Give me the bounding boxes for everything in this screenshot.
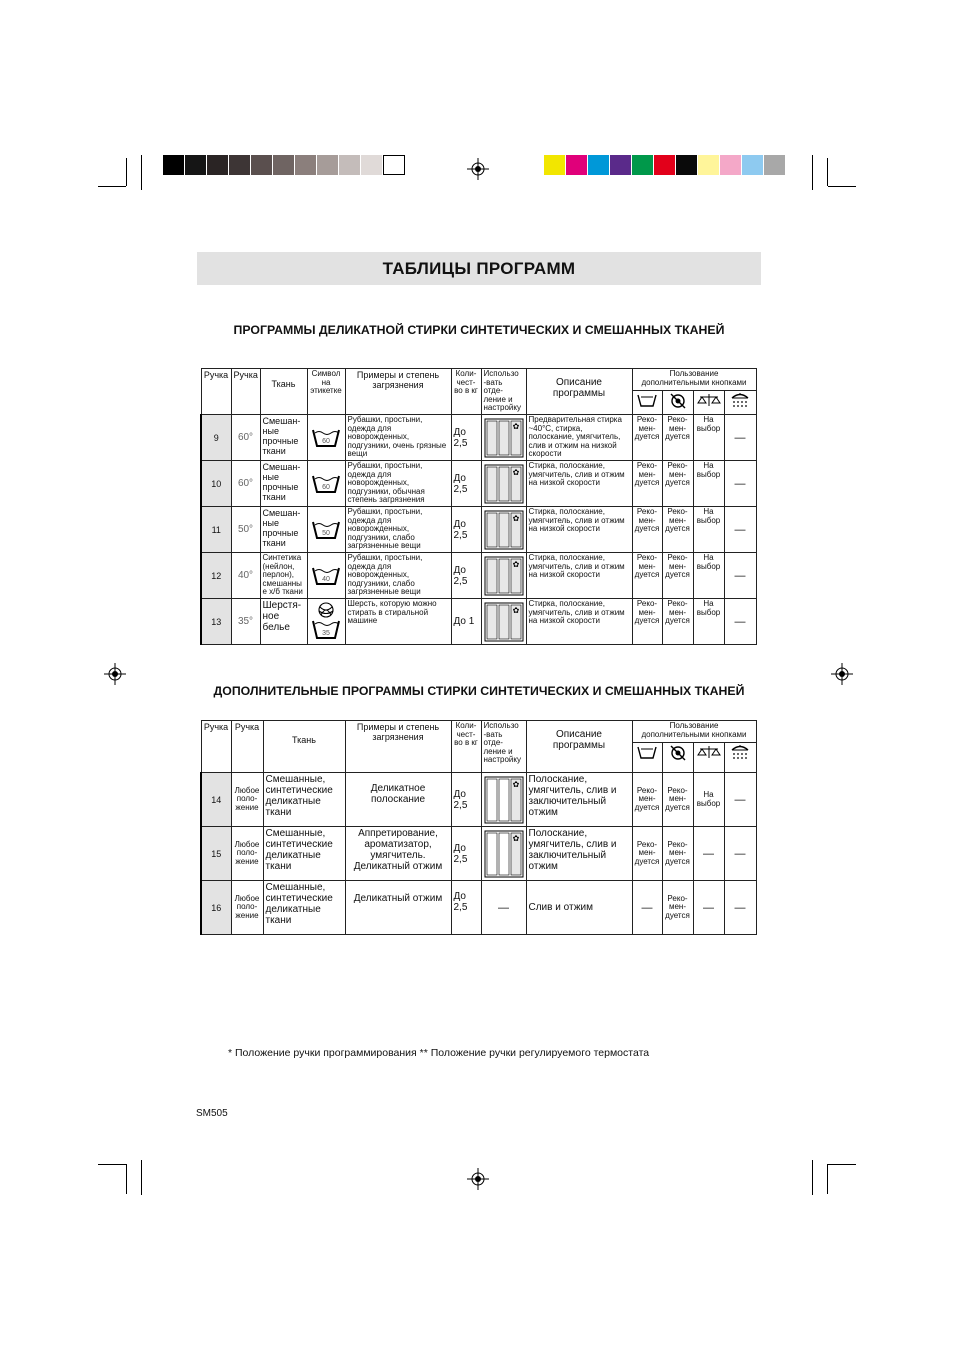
quantity: До 2,5 xyxy=(451,553,481,599)
fabric: Смешан- ные прочные ткани xyxy=(260,461,307,507)
fabric: Смешанные, синтетические деликатные ткани xyxy=(263,827,345,881)
header-extra-buttons: Пользование дополнительными кнопками xyxy=(632,369,756,391)
quantity: До 2,5 xyxy=(451,827,481,881)
footnote: * Положение ручки программирования ** Положение ручки регулируемого термостата xyxy=(228,1047,650,1059)
registration-mark-icon xyxy=(831,663,853,685)
page-title: ТАБЛИЦЫ ПРОГРАММ xyxy=(382,259,576,278)
symbol-temperature: 50 xyxy=(322,529,330,537)
quantity: До 2,5 xyxy=(451,461,481,507)
extra-rinse-usage: — xyxy=(724,553,756,599)
half-load-usage: — xyxy=(693,827,724,881)
half-load-icon xyxy=(693,391,724,415)
svg-text:✿: ✿ xyxy=(512,514,519,523)
half-load-usage: На выбор xyxy=(693,461,724,507)
table-row xyxy=(201,553,756,599)
table-row xyxy=(201,773,756,827)
header-examples: Примеры и степень загрязнения xyxy=(345,721,451,773)
program-number: 10 xyxy=(201,461,231,507)
fabric: Смешан- ные прочные ткани xyxy=(260,415,307,461)
svg-text:✿: ✿ xyxy=(512,780,519,789)
svg-text:✿: ✿ xyxy=(512,606,519,615)
registration-mark-icon xyxy=(467,158,489,180)
prewash-usage: Реко- мен- дуется xyxy=(632,827,662,881)
examples: Рубашки, простыни, одежда для новорожденных, подгузники, очень грязные вещи xyxy=(345,415,451,461)
color-swatch xyxy=(720,155,742,175)
header-fabric: Ткань xyxy=(263,721,345,773)
examples: Рубашки, простыни, одежда для новорожденных, подгузники, слабо загрязненные вещи xyxy=(345,553,451,599)
temperature: 60° xyxy=(231,415,260,461)
washtub-60-icon xyxy=(307,461,345,507)
header-knob1: Ручка xyxy=(201,721,231,773)
program-number: 15 xyxy=(201,827,231,881)
description: Стирка, полоскание, умягчитель, слив и отжим на низкой скорости xyxy=(526,599,632,645)
registration-mark-icon xyxy=(104,663,126,685)
color-swatch xyxy=(654,155,676,175)
no-spin-usage: Реко- мен- дуется xyxy=(662,881,693,935)
program-number: 12 xyxy=(201,553,231,599)
detergent-drawer-icon xyxy=(481,773,526,827)
header-quantity: Коли- чест- во в кг xyxy=(451,721,481,773)
description: Полоскание, умягчитель, слив и заключительный отжим xyxy=(526,827,632,881)
gray-swatch xyxy=(295,155,317,175)
no-spin-icon xyxy=(662,743,693,773)
symbol-temperature: 60 xyxy=(322,437,330,445)
extra-rinse-usage: — xyxy=(724,773,756,827)
description: Слив и отжим xyxy=(526,881,632,935)
table-row xyxy=(201,599,756,645)
washtub-60-icon xyxy=(307,415,345,461)
description: Предварительная стирка ~40°С, стирка, полоскание, умягчитель, слив и отжим на низкой скорости xyxy=(526,415,632,461)
header-knob1: Ручка xyxy=(201,369,231,415)
header-fabric: Ткань xyxy=(260,369,307,415)
detergent-drawer-icon xyxy=(481,461,526,507)
prewash-icon xyxy=(632,391,662,415)
table-row xyxy=(201,507,756,553)
detergent-drawer-icon xyxy=(481,827,526,881)
symbol-temperature: 60 xyxy=(322,483,330,491)
gray-swatch xyxy=(273,155,295,175)
header-knob2: Ручка xyxy=(231,721,263,773)
color-swatch xyxy=(764,155,786,175)
fabric: Смешанные, синтетические деликатные ткани xyxy=(263,881,345,935)
program-number: 9 xyxy=(201,415,231,461)
gray-swatch xyxy=(163,155,185,175)
half-load-usage: — xyxy=(693,881,724,935)
program-number: 14 xyxy=(201,773,231,827)
model-code: SM505 xyxy=(196,1108,228,1119)
table-row xyxy=(201,827,756,881)
table-row xyxy=(201,415,756,461)
color-swatch xyxy=(698,155,720,175)
svg-text:✿: ✿ xyxy=(512,560,519,569)
description: Стирка, полоскание, умягчитель, слив и отжим на низкой скорости xyxy=(526,553,632,599)
examples: Шерсть, которую можно стирать в стиральной машине xyxy=(345,599,451,645)
half-load-usage: На выбор xyxy=(693,773,724,827)
temperature: 40° xyxy=(231,553,260,599)
delicate-programs-table xyxy=(200,368,757,645)
additional-programs-table xyxy=(200,720,757,935)
examples: Аппретирование, ароматизатор, умягчитель. Деликатный отжим xyxy=(345,827,451,881)
program-number: 11 xyxy=(201,507,231,553)
program-number: 13 xyxy=(201,599,231,645)
symbol-temperature: 35 xyxy=(322,629,330,637)
wool-wash-35-icon xyxy=(307,599,345,645)
no-spin-icon xyxy=(662,391,693,415)
description: Полоскание, умягчитель, слив и заключительный отжим xyxy=(526,773,632,827)
half-load-usage: На выбор xyxy=(693,599,724,645)
extra-rinse-icon xyxy=(724,391,756,415)
fabric: Смешан- ные прочные ткани xyxy=(260,507,307,553)
header-examples: Примеры и степень загрязнения xyxy=(345,369,451,415)
svg-text:✿: ✿ xyxy=(512,468,519,477)
svg-text:✿: ✿ xyxy=(512,834,519,843)
header-symbol: Символ на этикетке xyxy=(307,369,345,415)
no-spin-usage: Реко- мен- дуется xyxy=(662,415,693,461)
examples: Деликатный отжим xyxy=(345,881,451,935)
gray-swatch xyxy=(317,155,339,175)
compartment: — xyxy=(481,881,526,935)
color-swatch xyxy=(566,155,588,175)
gray-swatch xyxy=(207,155,229,175)
description: Стирка, полоскание, умягчитель, слив и отжим на низкой скорости xyxy=(526,461,632,507)
temperature: 50° xyxy=(231,507,260,553)
detergent-drawer-icon xyxy=(481,553,526,599)
program-number: 16 xyxy=(201,881,231,935)
quantity: До 2,5 xyxy=(451,507,481,553)
table-row xyxy=(201,881,756,935)
gray-swatch xyxy=(229,155,251,175)
color-swatch xyxy=(588,155,610,175)
quantity: До 1 xyxy=(451,599,481,645)
quantity: До 2,5 xyxy=(451,881,481,935)
table1-heading: ПРОГРАММЫ ДЕЛИКАТНОЙ СТИРКИ СИНТЕТИЧЕСКИХ И СМЕШАННЫХ ТКАНЕЙ xyxy=(233,323,725,337)
detergent-drawer-icon xyxy=(481,507,526,553)
fabric: Шерстя- ное белье xyxy=(260,599,307,645)
grayscale-calibration-bar xyxy=(163,155,405,175)
color-swatch xyxy=(544,155,566,175)
prewash-usage: Реко- мен- дуется xyxy=(632,553,662,599)
gray-swatch xyxy=(339,155,361,175)
table-row xyxy=(201,461,756,507)
color-swatch xyxy=(632,155,654,175)
quantity: До 2,5 xyxy=(451,415,481,461)
color-swatch xyxy=(742,155,764,175)
extra-rinse-usage: — xyxy=(724,599,756,645)
detergent-drawer-icon xyxy=(481,415,526,461)
gray-swatch xyxy=(185,155,207,175)
knob-position: Любое поло- жение xyxy=(231,881,263,935)
header-description: Описание программы xyxy=(526,721,632,773)
knob-position: Любое поло- жение xyxy=(231,827,263,881)
gray-swatch xyxy=(361,155,383,175)
quantity: До 2,5 xyxy=(451,773,481,827)
half-load-usage: На выбор xyxy=(693,553,724,599)
examples: Рубашки, простыни, одежда для новорожденных, подгузники, слабо загрязненные вещи xyxy=(345,507,451,553)
extra-rinse-icon xyxy=(724,743,756,773)
examples: Рубашки, простыни, одежда для новорожденных, подгузники, обычная степень загрязнения xyxy=(345,461,451,507)
color-calibration-bar xyxy=(544,155,786,175)
temperature: 60° xyxy=(231,461,260,507)
extra-rinse-usage: — xyxy=(724,827,756,881)
temperature: 35° xyxy=(231,599,260,645)
prewash-usage: — xyxy=(632,881,662,935)
extra-rinse-usage: — xyxy=(724,415,756,461)
fabric: Смешанные, синтетические деликатные ткани xyxy=(263,773,345,827)
extra-rinse-usage: — xyxy=(724,881,756,935)
color-swatch xyxy=(676,155,698,175)
registration-mark-icon xyxy=(467,1168,489,1190)
washtub-50-icon xyxy=(307,507,345,553)
extra-rinse-usage: — xyxy=(724,461,756,507)
prewash-usage: Реко- мен- дуется xyxy=(632,599,662,645)
gray-swatch xyxy=(383,155,405,175)
no-spin-usage: Реко- мен- дуется xyxy=(662,599,693,645)
no-spin-usage: Реко- мен- дуется xyxy=(662,773,693,827)
washtub-40-icon xyxy=(307,553,345,599)
description: Стирка, полоскание, умягчитель, слив и отжим на низкой скорости xyxy=(526,507,632,553)
prewash-usage: Реко- мен- дуется xyxy=(632,773,662,827)
half-load-icon xyxy=(693,743,724,773)
prewash-icon xyxy=(632,743,662,773)
prewash-usage: Реко- мен- дуется xyxy=(632,415,662,461)
color-swatch xyxy=(610,155,632,175)
extra-rinse-usage: — xyxy=(724,507,756,553)
header-compartment: Использо -вать отде- ление и настройку xyxy=(481,369,526,415)
table2-heading: ДОПОЛНИТЕЛЬНЫЕ ПРОГРАММЫ СТИРКИ СИНТЕТИЧЕСКИХ И СМЕШАННЫХ ТКАНЕЙ xyxy=(213,684,745,698)
half-load-usage: На выбор xyxy=(693,507,724,553)
knob-position: Любое поло- жение xyxy=(231,773,263,827)
symbol-temperature: 40 xyxy=(322,575,330,583)
half-load-usage: На выбор xyxy=(693,415,724,461)
svg-text:✿: ✿ xyxy=(512,422,519,431)
gray-swatch xyxy=(251,155,273,175)
header-compartment: Использо -вать отде- ление и настройку xyxy=(481,721,526,773)
fabric: Синтетика (нейлон, перлон), смешанны е х/б ткани xyxy=(260,553,307,599)
prewash-usage: Реко- мен- дуется xyxy=(632,461,662,507)
no-spin-usage: Реко- мен- дуется xyxy=(662,461,693,507)
no-spin-usage: Реко- мен- дуется xyxy=(662,553,693,599)
header-extra-buttons: Пользование дополнительными кнопками xyxy=(632,721,756,743)
no-spin-usage: Реко- мен- дуется xyxy=(662,827,693,881)
header-description: Описание программы xyxy=(526,369,632,415)
header-quantity: Коли- чест- во в кг xyxy=(451,369,481,415)
no-spin-usage: Реко- мен- дуется xyxy=(662,507,693,553)
header-knob2: Ручка xyxy=(231,369,260,415)
examples: Деликатное полоскание xyxy=(345,773,451,827)
prewash-usage: Реко- мен- дуется xyxy=(632,507,662,553)
detergent-drawer-icon xyxy=(481,599,526,645)
title-band xyxy=(197,252,761,285)
